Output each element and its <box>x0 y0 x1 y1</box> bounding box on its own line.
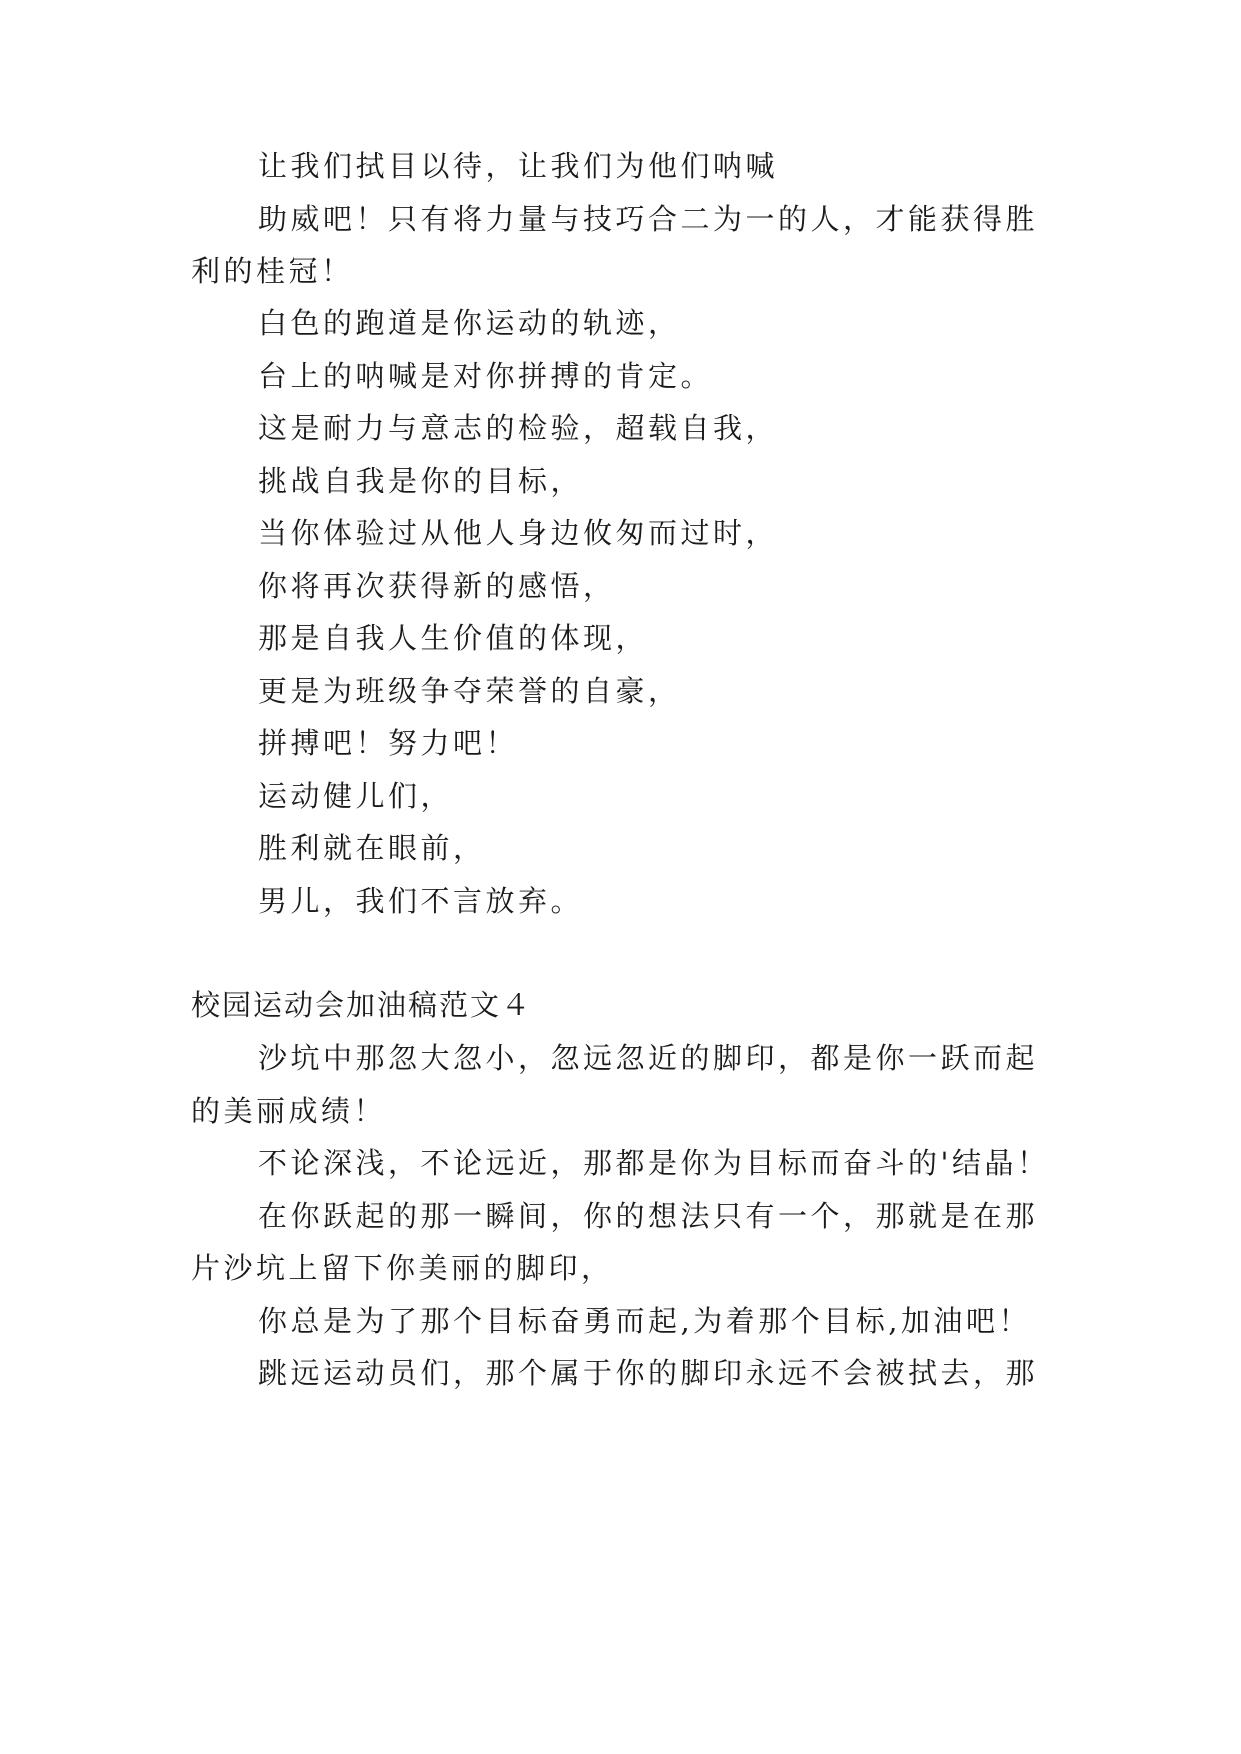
paragraph-line: 在你跃起的那一瞬间，你的想法只有一个，那就是在那 <box>258 1199 1039 1233</box>
paragraph-line: 片沙坑上留下你美丽的脚印， <box>191 1251 614 1285</box>
paragraph-line: 白色的跑道是你运动的轨迹， <box>258 306 681 340</box>
paragraph-line: 的美丽成绩！ <box>191 1094 387 1128</box>
paragraph-line: 沙坑中那忽大忽小，忽远忽近的脚印，都是你一跃而起 <box>258 1041 1039 1075</box>
paragraph-line: 挑战自我是你的目标， <box>258 464 584 498</box>
paragraph-line: 不论深浅，不论远近，那都是你为目标而奋斗的'结晶！ <box>258 1146 1050 1180</box>
paragraph-line: 你将再次获得新的感悟， <box>258 569 616 603</box>
paragraph-line: 男儿，我们不言放弃。 <box>258 884 584 918</box>
paragraph-line: 更是为班级争夺荣誉的自豪， <box>258 674 681 708</box>
paragraph-line: 胜利就在眼前， <box>258 831 486 865</box>
paragraph-line: 这是耐力与意志的检验，超载自我， <box>258 411 779 445</box>
paragraph-line: 你总是为了那个目标奋勇而起,为着那个目标,加油吧！ <box>258 1304 1031 1338</box>
paragraph-line: 让我们拭目以待，让我们为他们呐喊 <box>258 149 779 183</box>
paragraph-line: 利的桂冠！ <box>191 254 354 288</box>
paragraph-line: 那是自我人生价值的体现， <box>258 621 649 655</box>
paragraph-line: 当你体验过从他人身边攸匆而过时， <box>258 516 779 550</box>
section-heading: 校园运动会加油稿范文４ <box>191 988 533 1022</box>
paragraph-line: 拼搏吧！努力吧！ <box>258 726 519 760</box>
paragraph-line: 台上的呐喊是对你拼搏的肯定。 <box>258 359 714 393</box>
paragraph-line: 运动健儿们， <box>258 779 454 813</box>
paragraph-line: 助威吧！只有将力量与技巧合二为一的人，才能获得胜 <box>258 202 1039 236</box>
paragraph-line: 跳远运动员们，那个属于你的脚印永远不会被拭去，那 <box>258 1356 1039 1390</box>
